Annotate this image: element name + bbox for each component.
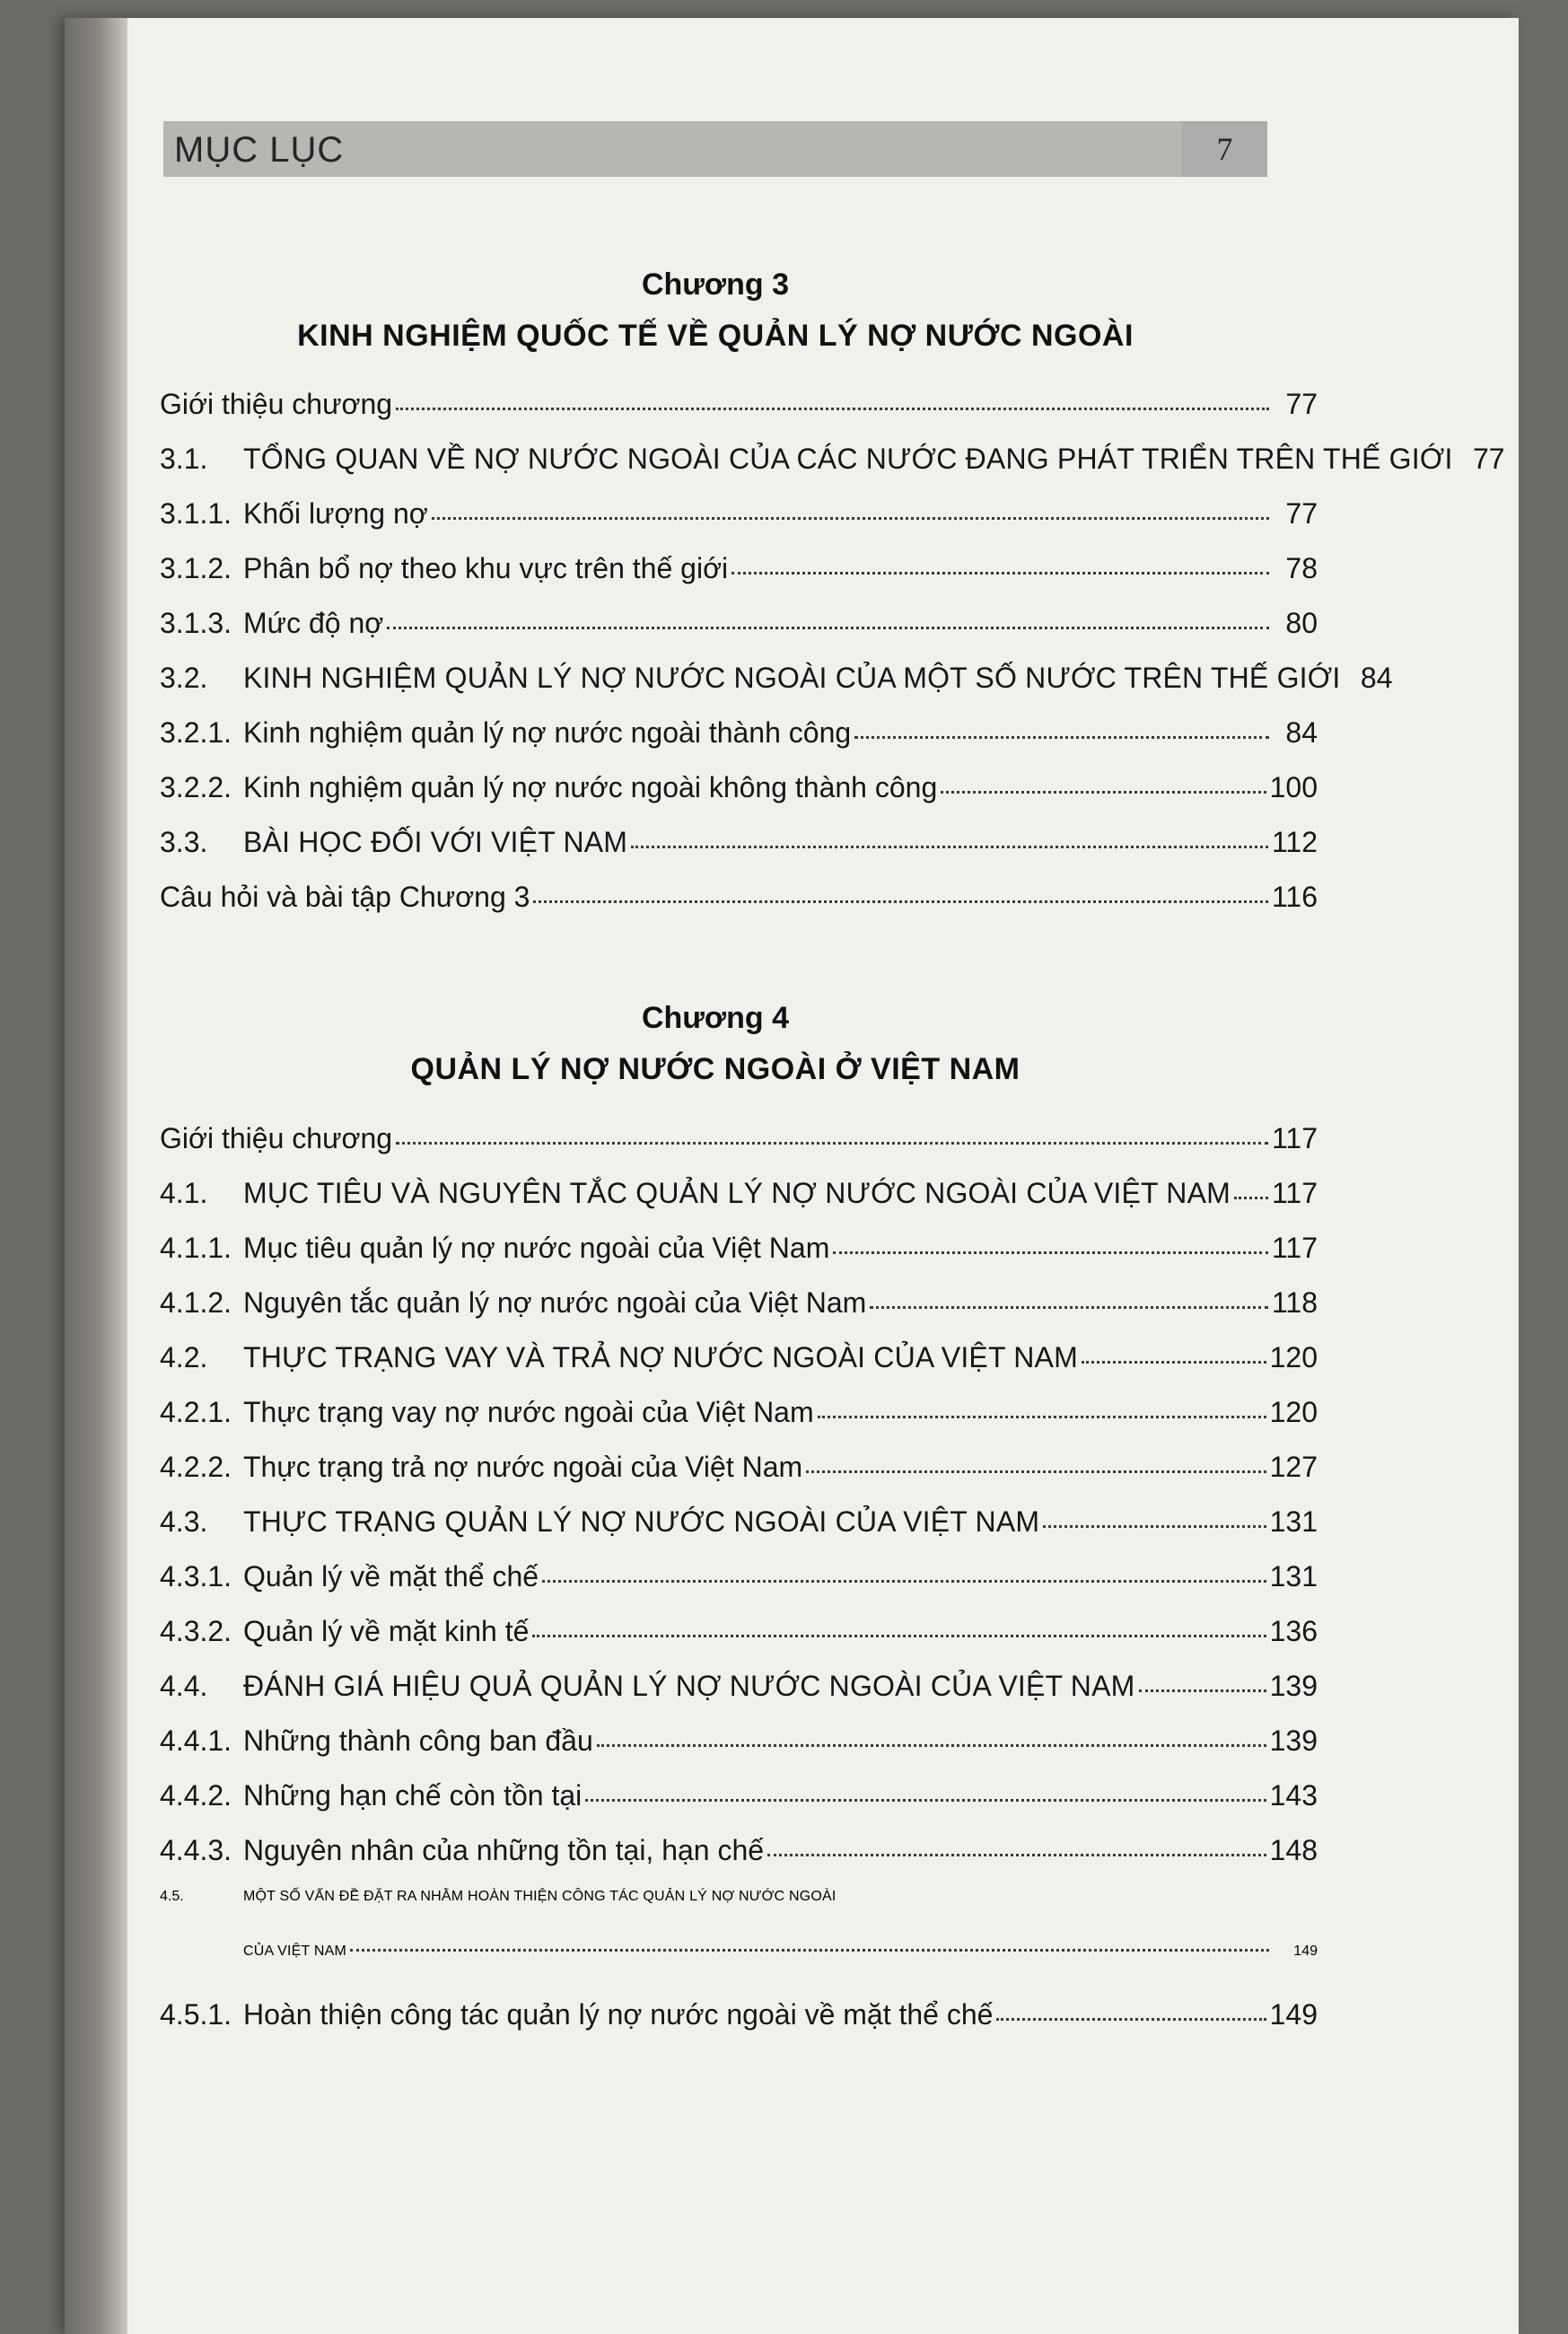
toc-entry-title: BÀI HỌC ĐỐI VỚI VIỆT NAM	[243, 826, 628, 858]
toc-entry-title: Giới thiệu chương	[160, 1122, 393, 1154]
toc-entry-title: Hoàn thiện công tác quản lý nợ nước ngoài về mặt thể chế	[243, 1998, 994, 2031]
toc-entry[interactable]	[160, 1122, 1318, 1177]
toc-entry-title: Phân bổ nợ theo khu vực trên thế giới	[243, 552, 729, 584]
toc-leader-dots	[833, 1251, 1268, 1254]
toc-leader-dots	[387, 627, 1269, 629]
toc-entry[interactable]	[160, 771, 1318, 826]
toc-leader-dots	[854, 736, 1269, 739]
toc-entry-title: KINH NGHIỆM QUẢN LÝ NỢ NƯỚC NGOÀI CỦA MỘT SỐ NƯỚC TRÊN THẾ GIỚI	[243, 662, 1341, 694]
toc-entry-number: 4.3.1.	[160, 1560, 232, 1593]
chapter-4-heading	[163, 1001, 1267, 1087]
toc-entry[interactable]	[160, 1615, 1318, 1670]
toc-entry-page: 84	[1285, 716, 1318, 749]
toc-entry[interactable]	[160, 1177, 1318, 1232]
toc-leader-dots	[350, 1949, 1269, 1952]
toc-entry-title: Kinh nghiệm quản lý nợ nước ngoài thành công	[243, 716, 852, 749]
toc-entry[interactable]	[160, 1779, 1318, 1834]
toc-entry[interactable]	[160, 552, 1318, 607]
toc-entry-page: 148	[1269, 1834, 1318, 1866]
toc-entry[interactable]	[160, 1396, 1318, 1451]
toc-entry-title: MỘT SỐ VẤN ĐỀ ĐẶT RA NHẰM HOÀN THIỆN CÔNG TÁC QUẢN LÝ NỢ NƯỚC NGOÀI	[243, 1889, 837, 1904]
toc-entry[interactable]	[160, 388, 1318, 443]
toc-entry-number: 4.4.	[160, 1670, 208, 1702]
toc-entry[interactable]	[160, 1670, 1318, 1724]
toc-leader-dots	[870, 1306, 1268, 1309]
toc-entry-page: 136	[1269, 1615, 1318, 1647]
toc-entry-number: 3.3.	[160, 826, 208, 858]
toc-leader-dots	[767, 1854, 1266, 1856]
toc-entry-page: 120	[1269, 1396, 1318, 1428]
toc-entry[interactable]	[160, 1232, 1318, 1286]
toc-entry-title: Quản lý về mặt thể chế	[243, 1560, 539, 1593]
toc-entry-page: 131	[1269, 1560, 1318, 1593]
toc-leader-dots	[432, 517, 1269, 520]
toc-leader-dots	[818, 1416, 1266, 1418]
toc-entry-title-continued: CỦA VIỆT NAM	[243, 1944, 347, 1959]
toc-leader-dots	[1139, 1689, 1266, 1692]
toc-entry-title: Quản lý về mặt kinh tế	[243, 1615, 530, 1647]
toc-entry-page: 77	[1472, 443, 1505, 475]
toc-leader-dots	[533, 900, 1268, 903]
toc-entry-number: 3.1.2.	[160, 552, 232, 584]
toc-entry-title: Mục tiêu quản lý nợ nước ngoài của Việt Nam	[243, 1232, 830, 1264]
toc-entry[interactable]	[160, 1724, 1318, 1779]
toc-entry-page: 120	[1269, 1341, 1318, 1373]
toc-entry[interactable]	[160, 826, 1318, 881]
running-header	[163, 121, 1236, 177]
toc-entry-page: 80	[1285, 607, 1318, 639]
toc-entry-title: Những thành công ban đầu	[243, 1724, 593, 1757]
toc-entry-title: Khối lượng nợ	[243, 497, 428, 530]
toc-leader-dots	[631, 846, 1268, 848]
chapter-title: QUẢN LÝ NỢ NƯỚC NGOÀI Ở VIỆT NAM	[410, 1052, 1021, 1086]
toc-entry-page: 149	[1269, 1998, 1318, 2031]
toc-entry-page: 149	[1293, 1944, 1318, 1959]
toc-entry[interactable]	[160, 1834, 1318, 1889]
toc-entry-number: 4.5.1.	[160, 1998, 232, 2031]
toc-entry-title: Nguyên tắc quản lý nợ nước ngoài của Việt Nam	[243, 1286, 867, 1319]
toc-leader-dots	[597, 1744, 1266, 1747]
toc-entry-title: Mức độ nợ	[243, 607, 384, 639]
toc-entry-title: MỤC TIÊU VÀ NGUYÊN TẮC QUẢN LÝ NỢ NƯỚC NGOÀI CỦA VIỆT NAM	[243, 1177, 1231, 1209]
toc-leader-dots	[542, 1580, 1266, 1583]
toc-entry-number: 4.4.1.	[160, 1724, 232, 1757]
toc-entry-number: 3.2.	[160, 662, 208, 694]
toc-entry-title: THỰC TRẠNG VAY VÀ TRẢ NỢ NƯỚC NGOÀI CỦA VIỆT NAM	[243, 1341, 1078, 1373]
toc-entry-page: 127	[1269, 1451, 1318, 1483]
toc-entry-page: 77	[1285, 388, 1318, 420]
toc-entry-number: 3.1.1.	[160, 497, 232, 530]
toc-entry[interactable]	[160, 1889, 1318, 1998]
chapter-title: KINH NGHIỆM QUỐC TẾ VỀ QUẢN LÝ NỢ NƯỚC NGOÀI	[297, 319, 1134, 353]
toc-entry-number: 3.1.	[160, 443, 208, 475]
page-gutter-shadow	[65, 18, 127, 2334]
toc-entry-title: Thực trạng vay nợ nước ngoài của Việt Nam	[243, 1396, 814, 1428]
toc-entry-title: Nguyên nhân của những tồn tại, hạn chế	[243, 1834, 765, 1866]
chapter-label: Chương 4	[641, 1001, 789, 1035]
toc-entry[interactable]	[160, 716, 1318, 771]
header-title: MỤC LỤC	[174, 130, 345, 170]
toc-entry-page: 84	[1360, 662, 1393, 694]
toc-entry-number: 3.2.2.	[160, 771, 232, 803]
toc-leader-dots	[996, 2018, 1266, 2021]
toc-entry-title: Kinh nghiệm quản lý nợ nước ngoài không thành công	[243, 771, 938, 803]
toc-entry-number: 4.1.1.	[160, 1232, 232, 1264]
toc-entry[interactable]	[160, 443, 1505, 497]
toc-entry-number: 4.4.2.	[160, 1779, 232, 1812]
toc-entry-number: 4.1.	[160, 1177, 208, 1209]
toc-entry-page: 139	[1269, 1670, 1318, 1702]
toc-entry-number: 4.2.1.	[160, 1396, 232, 1428]
toc-leader-dots	[1234, 1197, 1268, 1199]
toc-chapter-4	[160, 1122, 1318, 2053]
toc-entry-number: 4.4.3.	[160, 1834, 232, 1866]
toc-leader-dots	[396, 408, 1269, 410]
toc-leader-dots	[1082, 1361, 1266, 1364]
toc-entry-page: 100	[1269, 771, 1318, 803]
toc-leader-dots	[532, 1635, 1266, 1637]
toc-entry[interactable]	[160, 1451, 1318, 1505]
toc-entry-number: 4.1.2.	[160, 1286, 232, 1319]
toc-entry-page: 117	[1271, 1177, 1318, 1209]
toc-entry[interactable]	[160, 1505, 1318, 1560]
toc-entry[interactable]	[160, 1560, 1318, 1615]
toc-leader-dots	[396, 1142, 1268, 1145]
toc-entry-number: 4.2.2.	[160, 1451, 232, 1483]
toc-entry-number: 4.3.	[160, 1505, 208, 1538]
toc-entry[interactable]	[160, 662, 1393, 716]
toc-leader-dots	[731, 572, 1269, 575]
toc-entry-title: Thực trạng trả nợ nước ngoài của Việt Nam	[243, 1451, 803, 1483]
toc-entry-title: THỰC TRẠNG QUẢN LÝ NỢ NƯỚC NGOÀI CỦA VIỆT NAM	[243, 1505, 1040, 1538]
toc-entry-page: 143	[1269, 1779, 1318, 1812]
toc-entry-page: 77	[1285, 497, 1318, 530]
toc-entry-page: 78	[1285, 552, 1318, 584]
toc-entry-number: 3.1.3.	[160, 607, 232, 639]
toc-entry[interactable]	[160, 881, 1318, 935]
toc-entry-page: 118	[1271, 1286, 1318, 1319]
chapter-label: Chương 3	[641, 268, 789, 302]
toc-entry-page: 116	[1271, 881, 1318, 913]
toc-entry-number: 4.2.	[160, 1341, 208, 1373]
toc-entry-page: 131	[1269, 1505, 1318, 1538]
toc-entry[interactable]	[160, 607, 1318, 662]
toc-leader-dots	[941, 791, 1266, 794]
chapter-3-heading	[163, 268, 1267, 354]
toc-entry-title: Những hạn chế còn tồn tại	[243, 1779, 583, 1812]
toc-entry-title: ĐÁNH GIÁ HIỆU QUẢ QUẢN LÝ NỢ NƯỚC NGOÀI CỦA VIỆT NAM	[243, 1670, 1135, 1702]
toc-entry-number: 4.3.2.	[160, 1615, 232, 1647]
toc-entry-page: 112	[1271, 826, 1318, 858]
toc-entry-title: Câu hỏi và bài tập Chương 3	[160, 881, 530, 913]
toc-entry-page: 117	[1271, 1122, 1318, 1154]
page-number: 7	[1216, 131, 1233, 167]
toc-entry-title: TỔNG QUAN VỀ NỢ NƯỚC NGOÀI CỦA CÁC NƯỚC ĐANG PHÁT TRIỂN TRÊN THẾ GIỚI	[243, 443, 1453, 475]
page-number-box	[1182, 121, 1267, 177]
toc-chapter-3	[160, 388, 1505, 935]
toc-entry-page: 117	[1271, 1232, 1318, 1264]
toc-entry[interactable]	[160, 497, 1318, 552]
toc-entry-title: Giới thiệu chương	[160, 388, 393, 420]
toc-entry-page: 139	[1269, 1724, 1318, 1757]
toc-entry-number: 4.5.	[160, 1889, 184, 1904]
toc-entry[interactable]	[160, 1286, 1318, 1341]
toc-entry-number: 3.2.1.	[160, 716, 232, 749]
toc-leader-dots	[1043, 1525, 1266, 1528]
toc-leader-dots	[806, 1470, 1266, 1473]
toc-entry[interactable]	[160, 1341, 1318, 1396]
toc-entry[interactable]	[160, 1998, 1318, 2053]
toc-leader-dots	[585, 1799, 1266, 1802]
